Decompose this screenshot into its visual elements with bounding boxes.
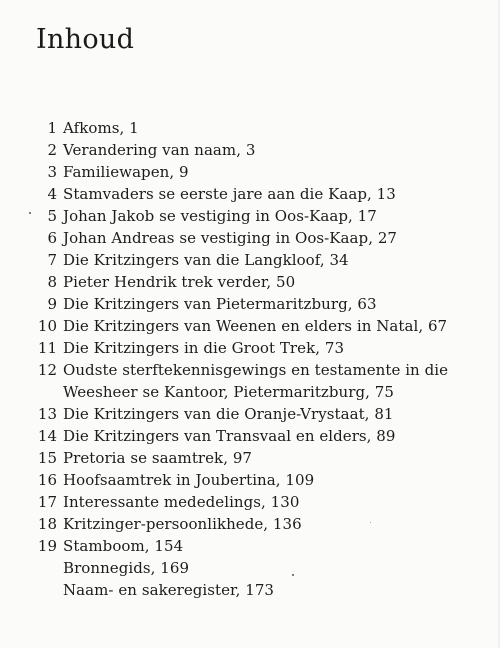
table-of-contents	[0, 117, 500, 601]
chapter-title: Verandering van naam, 3	[63, 141, 256, 159]
toc-entry-1	[0, 117, 500, 139]
toc-entry-5	[0, 205, 500, 227]
chapter-number: 14	[37, 427, 57, 445]
chapter-number: 16	[37, 471, 57, 489]
toc-entry-15	[0, 447, 500, 469]
toc-entry-11	[0, 337, 500, 359]
chapter-number: 1	[47, 119, 57, 137]
chapter-title: Johan Jakob se vestiging in Oos-Kaap, 17	[63, 207, 377, 225]
toc-entry-14	[0, 425, 500, 447]
chapter-number: 4	[47, 185, 57, 203]
toc-entry-17	[0, 491, 500, 513]
chapter-title: Die Kritzingers van Transvaal en elders, 89	[63, 427, 396, 445]
chapter-number: 19	[37, 537, 57, 555]
chapter-title: Johan Andreas se vestiging in Oos-Kaap, 27	[63, 229, 398, 247]
toc-entry-8	[0, 271, 500, 293]
toc-entry-7	[0, 249, 500, 271]
toc-entry-register	[0, 579, 500, 601]
chapter-number: 18	[37, 515, 57, 533]
print-speck	[292, 574, 294, 576]
print-speck	[29, 212, 31, 214]
toc-entry-19	[0, 535, 500, 557]
chapter-title: Weesheer se Kantoor, Pietermaritzburg, 75	[63, 383, 394, 401]
chapter-number: 9	[47, 295, 57, 313]
chapter-title: Interessante mededelings, 130	[63, 493, 300, 511]
chapter-title: Familiewapen, 9	[63, 163, 189, 181]
chapter-number: 15	[37, 449, 57, 467]
chapter-number: 17	[37, 493, 57, 511]
toc-entry-12	[0, 359, 500, 381]
chapter-title: Bronnegids, 169	[63, 559, 190, 577]
chapter-number: 3	[47, 163, 57, 181]
toc-entry-12-continuation	[0, 381, 500, 403]
chapter-title: Oudste sterftekennisgewings en testamente in die	[63, 361, 449, 379]
chapter-title: Die Kritzingers van die Oranje-Vrystaat, 81	[63, 405, 394, 423]
chapter-number: 5	[47, 207, 57, 225]
chapter-title: Die Kritzingers in die Groot Trek, 73	[63, 339, 345, 357]
chapter-number: 11	[37, 339, 57, 357]
chapter-number: 10	[37, 317, 57, 335]
chapter-number: 2	[47, 141, 57, 159]
toc-entry-13	[0, 403, 500, 425]
chapter-number: 8	[47, 273, 57, 291]
chapter-title: Hoofsaamtrek in Joubertina, 109	[63, 471, 315, 489]
toc-entry-6	[0, 227, 500, 249]
chapter-title: Die Kritzingers van Pietermaritzburg, 63	[63, 295, 377, 313]
toc-entry-16	[0, 469, 500, 491]
toc-entry-2	[0, 139, 500, 161]
chapter-number: 7	[47, 251, 57, 269]
chapter-title: Naam- en sakeregister, 173	[63, 581, 275, 599]
chapter-title: Die Kritzingers van die Langkloof, 34	[63, 251, 349, 269]
page-title: Inhoud	[36, 24, 135, 55]
chapter-title: Kritzinger-persoonlikhede, 136	[63, 515, 302, 533]
toc-entry-bronnegids	[0, 557, 500, 579]
toc-entry-3	[0, 161, 500, 183]
chapter-number: 13	[37, 405, 57, 423]
chapter-number: 12	[37, 361, 57, 379]
toc-entry-10	[0, 315, 500, 337]
chapter-title: Pretoria se saamtrek, 97	[63, 449, 253, 467]
chapter-number: 6	[47, 229, 57, 247]
chapter-title: Die Kritzingers van Weenen en elders in Natal, 67	[63, 317, 448, 335]
print-speck	[370, 522, 371, 523]
toc-entry-4	[0, 183, 500, 205]
chapter-title: Stamvaders se eerste jare aan die Kaap, 13	[63, 185, 396, 203]
toc-entry-9	[0, 293, 500, 315]
chapter-title: Afkoms, 1	[63, 119, 139, 137]
chapter-title: Stamboom, 154	[63, 537, 184, 555]
chapter-title: Pieter Hendrik trek verder, 50	[63, 273, 296, 291]
toc-entry-18	[0, 513, 500, 535]
